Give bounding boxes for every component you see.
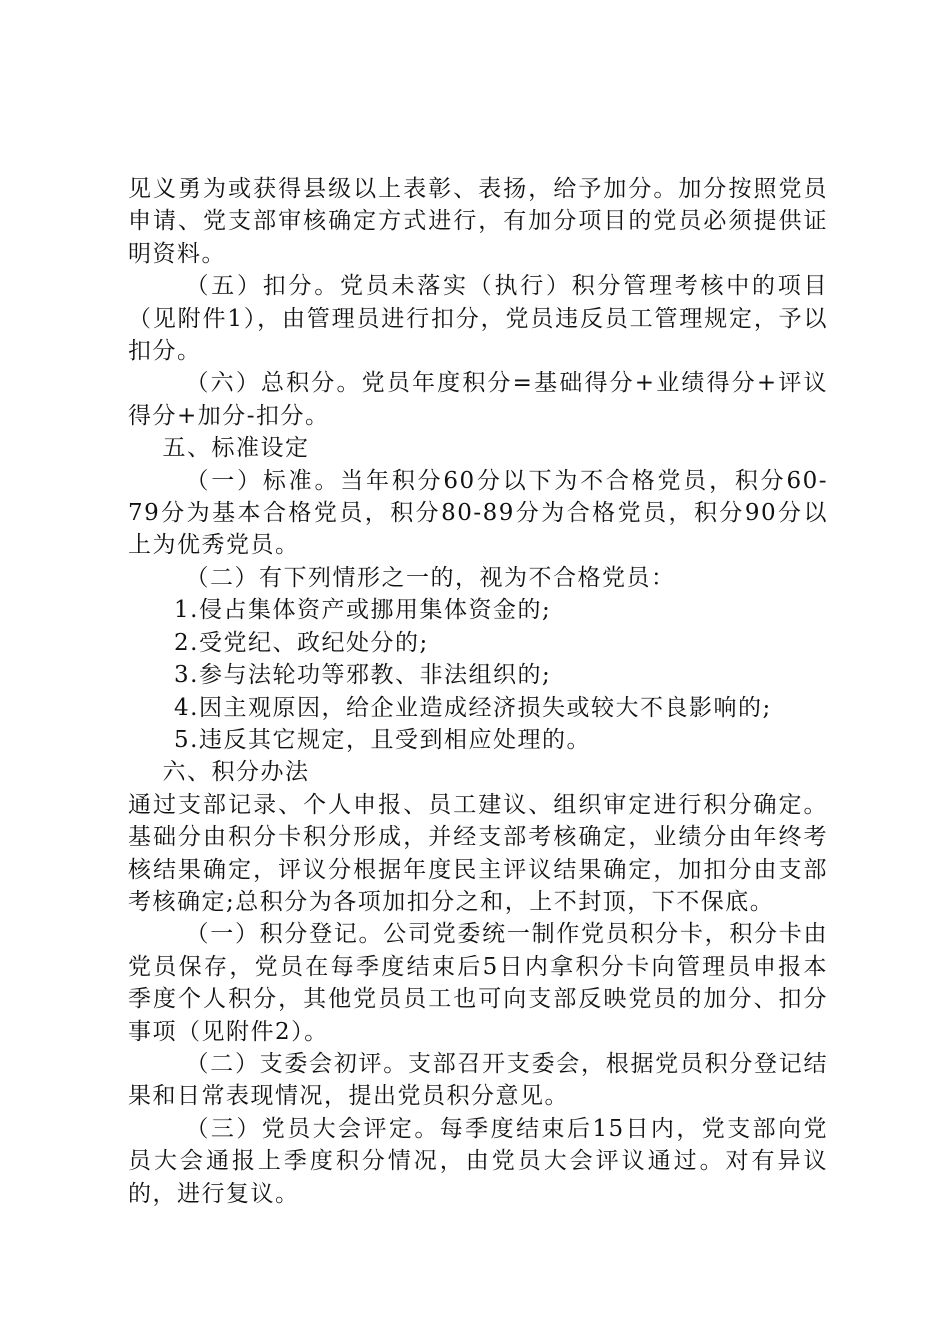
paragraph-total-score: （六）总积分。党员年度积分=基础得分+业绩得分+评议得分+加分-扣分。 bbox=[128, 370, 828, 429]
paragraph-scoring-overview: 通过支部记录、个人申报、员工建议、组织审定进行积分确定。基础分由积分卡积分形成，并经支部考核确定，业绩分由年终考核结果确定，评议分根据年度民主评议结果确定，加扣分由支部考核确定;总积分为各项加扣分之和，上不封顶，下不保底。 bbox=[128, 791, 828, 915]
paragraph-score-registration: （一）积分登记。公司党委统一制作党员积分卡，积分卡由党员保存，党员在每季度结束后5日内拿积分卡向管理员申报本季度个人积分，其他党员员工也可向支部反映党员的加分、扣分事项（见附件2）。 bbox=[128, 921, 828, 1045]
list-item: 1.侵占集体资产或挪用集体资金的; bbox=[174, 597, 552, 624]
section-heading-scoring-method: 六、积分办法 bbox=[162, 759, 310, 786]
list-item: 5.违反其它规定，且受到相应处理的。 bbox=[174, 726, 591, 753]
paragraph-deduction: （五）扣分。党员未落实（执行）积分管理考核中的项目（见附件1），由管理员进行扣分，党员违反员工管理规定，予以扣分。 bbox=[128, 273, 828, 365]
paragraph-continuation: 见义勇为或获得县级以上表彰、表扬，给予加分。加分按照党员申请、党支部审核确定方式进行，有加分项目的党员必须提供证明资料。 bbox=[128, 176, 828, 267]
list-item: 3.参与法轮功等邪教、非法组织的; bbox=[174, 662, 552, 689]
list-item: 2.受党纪、政纪处分的; bbox=[174, 629, 429, 656]
paragraph-committee-review: （二）支委会初评。支部召开支委会，根据党员积分登记结果和日常表现情况，提出党员积分意见。 bbox=[128, 1050, 828, 1110]
section-heading-standards: 五、标准设定 bbox=[162, 435, 310, 462]
paragraph-standard: （一）标准。当年积分60分以下为不合格党员，积分60-79分为基本合格党员，积分80-89分为合格党员，积分90分以上为优秀党员。 bbox=[128, 467, 828, 559]
paragraph-assembly-evaluation: （三）党员大会评定。每季度结束后15日内，党支部向党员大会通报上季度积分情况，由党员大会评议通过。对有异议的，进行复议。 bbox=[128, 1115, 828, 1207]
paragraph-unqualified-cases: （二）有下列情形之一的，视为不合格党员： bbox=[185, 564, 676, 591]
list-item: 4.因主观原因，给企业造成经济损失或较大不良影响的; bbox=[174, 694, 772, 721]
document-body bbox=[128, 173, 828, 1210]
